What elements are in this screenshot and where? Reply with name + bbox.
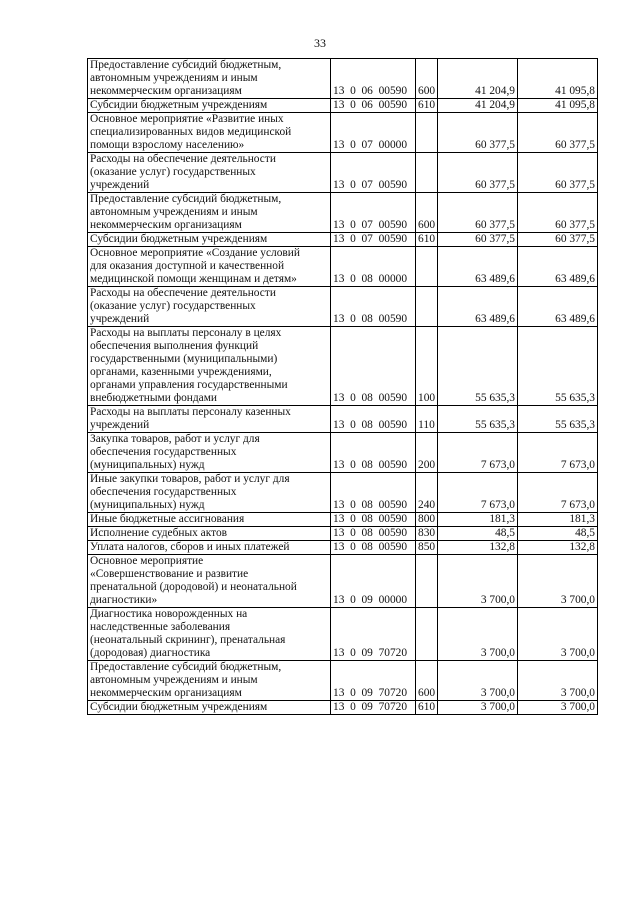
expense-type-code: 610 xyxy=(416,701,438,715)
amount-year-1: 55 635,3 xyxy=(438,327,518,406)
row-name-line: автономным учреждениям и иным xyxy=(90,72,258,84)
row-name-line: органами, казенными учреждениями, xyxy=(90,366,272,378)
expense-type-code: 200 xyxy=(416,433,438,473)
row-name-line: Субсидии бюджетным учреждениям xyxy=(90,701,268,713)
row-name-line: внебюджетными фондами xyxy=(90,392,218,404)
amount-year-1: 63 489,6 xyxy=(438,287,518,327)
amount-year-2: 63 489,6 xyxy=(518,247,598,287)
row-name-line: учреждений xyxy=(90,179,150,191)
row-name-cell xyxy=(88,59,331,99)
target-article-code: 13 0 08 00590 xyxy=(331,433,416,473)
row-name-cell xyxy=(88,193,331,233)
target-article-code: 13 0 07 00000 xyxy=(331,113,416,153)
expense-type-code: 850 xyxy=(416,541,438,555)
row-name-line: диагностики» xyxy=(90,594,158,606)
expense-type-code: 800 xyxy=(416,513,438,527)
target-article-code: 13 0 08 00590 xyxy=(331,406,416,433)
amount-year-2: 132,8 xyxy=(518,541,598,555)
row-name-line: некоммерческим организациям xyxy=(90,687,242,699)
row-name-line: Предоставление субсидий бюджетным, xyxy=(90,193,282,205)
amount-year-2: 41 095,8 xyxy=(518,59,598,99)
row-name-cell xyxy=(88,513,331,527)
table-row xyxy=(88,406,598,433)
table-row xyxy=(88,527,598,541)
row-name-line: учреждений xyxy=(90,419,150,431)
row-name-line: (оказание услуг) государственных xyxy=(90,166,256,178)
row-name-line: Субсидии бюджетным учреждениям xyxy=(90,233,268,245)
row-name-line: (оказание услуг) государственных xyxy=(90,300,256,312)
table-row xyxy=(88,153,598,193)
amount-year-1: 3 700,0 xyxy=(438,701,518,715)
expense-type-code: 610 xyxy=(416,233,438,247)
row-name-line: Диагностика новорожденных на xyxy=(90,608,248,620)
amount-year-2: 60 377,5 xyxy=(518,193,598,233)
amount-year-1: 48,5 xyxy=(438,527,518,541)
row-name-cell xyxy=(88,113,331,153)
target-article-code: 13 0 06 00590 xyxy=(331,99,416,113)
row-name-line: органами управления государственными xyxy=(90,379,288,391)
row-name-cell xyxy=(88,287,331,327)
amount-year-1: 132,8 xyxy=(438,541,518,555)
amount-year-2: 55 635,3 xyxy=(518,406,598,433)
row-name-line: (муниципальных) нужд xyxy=(90,499,205,511)
row-name-line: Расходы на выплаты персоналу в целях xyxy=(90,327,282,339)
table-row xyxy=(88,608,598,661)
target-article-code: 13 0 08 00590 xyxy=(331,327,416,406)
row-name-cell xyxy=(88,541,331,555)
expense-type-code xyxy=(416,113,438,153)
target-article-code: 13 0 09 00000 xyxy=(331,555,416,608)
row-name-line: государственными (муниципальными) xyxy=(90,353,278,365)
expense-type-code: 100 xyxy=(416,327,438,406)
expense-type-code: 610 xyxy=(416,99,438,113)
table-row xyxy=(88,99,598,113)
row-name-cell xyxy=(88,153,331,193)
row-name-cell xyxy=(88,608,331,661)
page-number: 33 xyxy=(314,36,326,50)
expense-type-code xyxy=(416,153,438,193)
row-name-cell xyxy=(88,555,331,608)
row-name-line: Основное мероприятие xyxy=(90,555,204,567)
target-article-code: 13 0 08 00590 xyxy=(331,513,416,527)
amount-year-1: 60 377,5 xyxy=(438,113,518,153)
row-name-cell xyxy=(88,327,331,406)
row-name-line: для оказания доступной и качественной xyxy=(90,260,285,272)
row-name-line: Исполнение судебных актов xyxy=(90,527,228,539)
table-row xyxy=(88,473,598,513)
row-name-line: Основное мероприятие «Создание условий xyxy=(90,247,300,259)
amount-year-1: 41 204,9 xyxy=(438,59,518,99)
target-article-code: 13 0 09 70720 xyxy=(331,701,416,715)
expense-type-code: 600 xyxy=(416,193,438,233)
amount-year-1: 3 700,0 xyxy=(438,555,518,608)
amount-year-2: 181,3 xyxy=(518,513,598,527)
amount-year-2: 3 700,0 xyxy=(518,608,598,661)
row-name-line: некоммерческим организациям xyxy=(90,219,242,231)
budget-table-body xyxy=(88,59,598,715)
amount-year-1: 41 204,9 xyxy=(438,99,518,113)
expense-type-code: 600 xyxy=(416,661,438,701)
row-name-cell xyxy=(88,661,331,701)
table-row xyxy=(88,555,598,608)
target-article-code: 13 0 07 00590 xyxy=(331,153,416,193)
row-name-line: Расходы на выплаты персоналу казенных xyxy=(90,406,291,418)
table-row xyxy=(88,59,598,99)
amount-year-2: 48,5 xyxy=(518,527,598,541)
amount-year-1: 55 635,3 xyxy=(438,406,518,433)
row-name-line: обеспечения государственных xyxy=(90,486,237,498)
row-name-line: «Совершенствование и развитие xyxy=(90,568,249,580)
target-article-code: 13 0 07 00590 xyxy=(331,233,416,247)
amount-year-2: 63 489,6 xyxy=(518,287,598,327)
expense-type-code: 830 xyxy=(416,527,438,541)
amount-year-2: 3 700,0 xyxy=(518,661,598,701)
table-row xyxy=(88,233,598,247)
row-name-line: наследственные заболевания xyxy=(90,621,231,633)
table-row xyxy=(88,541,598,555)
row-name-cell xyxy=(88,99,331,113)
target-article-code: 13 0 08 00000 xyxy=(331,247,416,287)
row-name-line: (муниципальных) нужд xyxy=(90,459,205,471)
row-name-line: помощи взрослому населению» xyxy=(90,139,245,151)
expense-type-code: 600 xyxy=(416,59,438,99)
expense-type-code xyxy=(416,555,438,608)
row-name-line: (неонатальный скрининг), пренатальная xyxy=(90,634,286,646)
row-name-cell xyxy=(88,473,331,513)
row-name-line: обеспечения государственных xyxy=(90,446,237,458)
row-name-line: автономным учреждениям и иным xyxy=(90,206,258,218)
row-name-line: обеспечения выполнения функций xyxy=(90,340,259,352)
row-name-line: автономным учреждениям и иным xyxy=(90,674,258,686)
expense-type-code xyxy=(416,247,438,287)
amount-year-2: 60 377,5 xyxy=(518,153,598,193)
row-name-line: Иные закупки товаров, работ и услуг для xyxy=(90,473,290,485)
expense-type-code: 240 xyxy=(416,473,438,513)
row-name-line: Предоставление субсидий бюджетным, xyxy=(90,661,282,673)
amount-year-1: 7 673,0 xyxy=(438,433,518,473)
row-name-line: Расходы на обеспечение деятельности xyxy=(90,153,276,165)
target-article-code: 13 0 07 00590 xyxy=(331,193,416,233)
amount-year-1: 3 700,0 xyxy=(438,608,518,661)
amount-year-2: 55 635,3 xyxy=(518,327,598,406)
row-name-cell xyxy=(88,406,331,433)
amount-year-1: 60 377,5 xyxy=(438,193,518,233)
amount-year-1: 3 700,0 xyxy=(438,661,518,701)
row-name-line: Иные бюджетные ассигнования xyxy=(90,513,245,525)
amount-year-1: 60 377,5 xyxy=(438,233,518,247)
amount-year-2: 7 673,0 xyxy=(518,473,598,513)
amount-year-2: 3 700,0 xyxy=(518,701,598,715)
row-name-line: некоммерческим организациям xyxy=(90,85,242,97)
amount-year-2: 41 095,8 xyxy=(518,99,598,113)
amount-year-2: 60 377,5 xyxy=(518,233,598,247)
row-name-line: пренатальной (дородовой) и неонатальной xyxy=(90,581,297,593)
row-name-line: специализированных видов медицинской xyxy=(90,126,292,138)
expense-type-code xyxy=(416,287,438,327)
target-article-code: 13 0 08 00590 xyxy=(331,527,416,541)
target-article-code: 13 0 08 00590 xyxy=(331,287,416,327)
row-name-line: (дородовая) диагностика xyxy=(90,647,211,659)
table-row xyxy=(88,513,598,527)
table-row xyxy=(88,247,598,287)
table-row xyxy=(88,327,598,406)
row-name-line: учреждений xyxy=(90,313,150,325)
row-name-cell xyxy=(88,233,331,247)
table-row xyxy=(88,113,598,153)
table-row xyxy=(88,287,598,327)
row-name-cell xyxy=(88,433,331,473)
table-row xyxy=(88,701,598,715)
expense-type-code: 110 xyxy=(416,406,438,433)
amount-year-2: 7 673,0 xyxy=(518,433,598,473)
amount-year-2: 3 700,0 xyxy=(518,555,598,608)
expense-type-code xyxy=(416,608,438,661)
row-name-line: Предоставление субсидий бюджетным, xyxy=(90,59,282,71)
amount-year-1: 181,3 xyxy=(438,513,518,527)
amount-year-2: 60 377,5 xyxy=(518,113,598,153)
row-name-line: Закупка товаров, работ и услуг для xyxy=(90,433,260,445)
budget-table xyxy=(87,58,598,715)
row-name-line: Основное мероприятие «Развитие иных xyxy=(90,113,284,125)
row-name-cell xyxy=(88,527,331,541)
amount-year-1: 7 673,0 xyxy=(438,473,518,513)
table-row xyxy=(88,661,598,701)
row-name-line: Субсидии бюджетным учреждениям xyxy=(90,99,268,111)
row-name-line: медицинской помощи женщинам и детям» xyxy=(90,273,297,285)
target-article-code: 13 0 09 70720 xyxy=(331,608,416,661)
row-name-cell xyxy=(88,247,331,287)
target-article-code: 13 0 09 70720 xyxy=(331,661,416,701)
amount-year-1: 63 489,6 xyxy=(438,247,518,287)
row-name-line: Расходы на обеспечение деятельности xyxy=(90,287,276,299)
row-name-cell xyxy=(88,701,331,715)
amount-year-1: 60 377,5 xyxy=(438,153,518,193)
target-article-code: 13 0 08 00590 xyxy=(331,541,416,555)
row-name-line: Уплата налогов, сборов и иных платежей xyxy=(90,541,290,553)
target-article-code: 13 0 06 00590 xyxy=(331,59,416,99)
table-row xyxy=(88,193,598,233)
target-article-code: 13 0 08 00590 xyxy=(331,473,416,513)
table-row xyxy=(88,433,598,473)
